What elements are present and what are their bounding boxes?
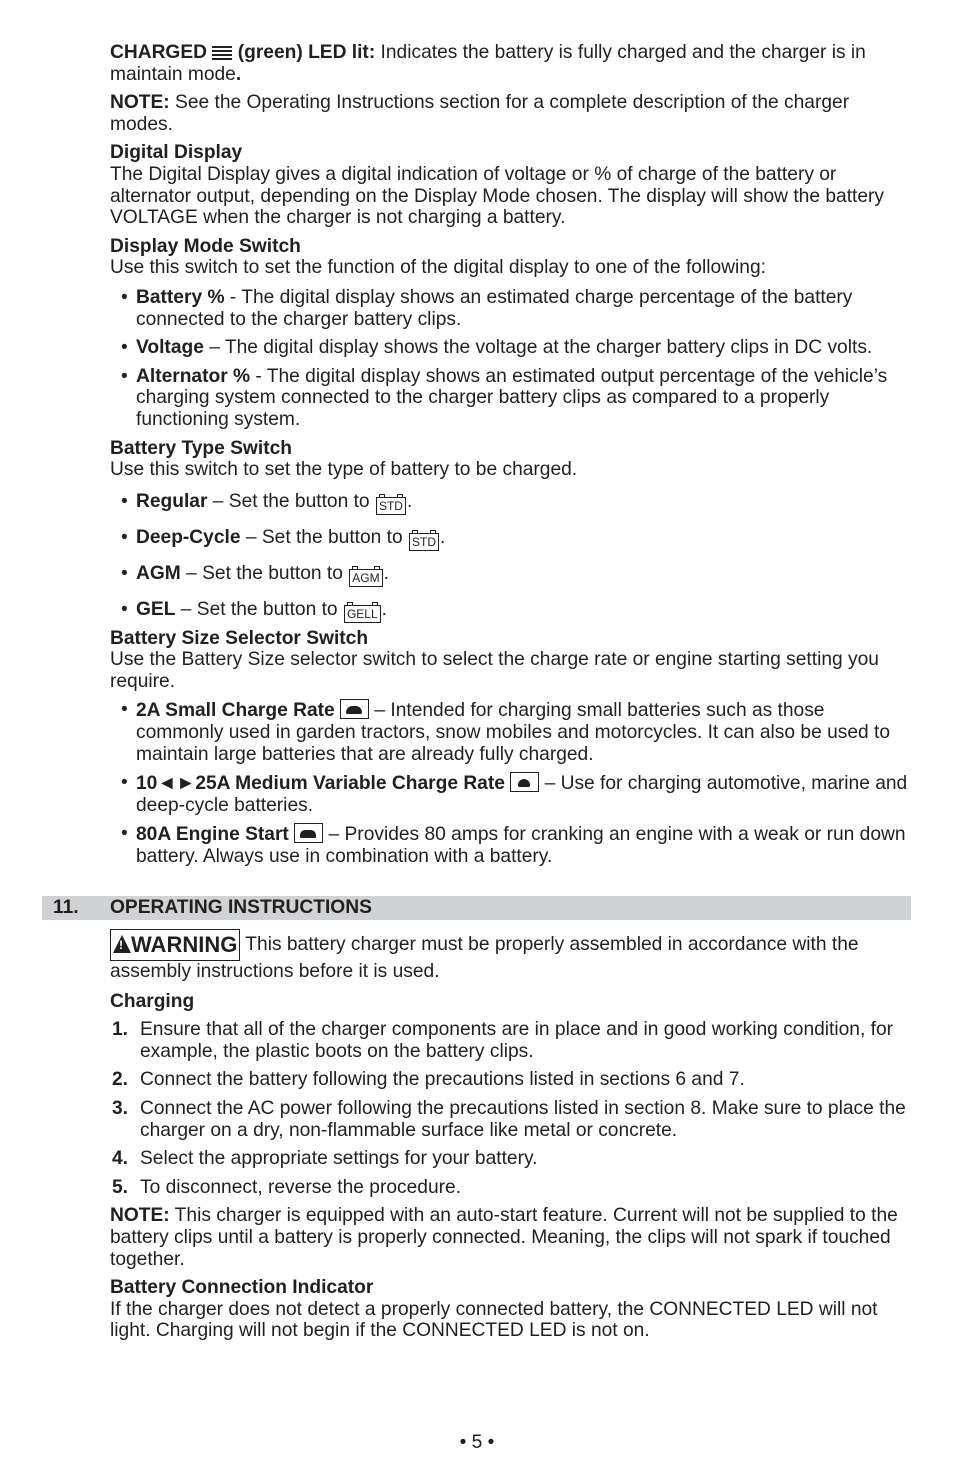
- battery-type-item: • Regular – Set the button to STD .: [121, 490, 413, 513]
- note-paragraph: [110, 92, 910, 135]
- item-label: Battery %: [136, 286, 225, 308]
- item-label: Deep-Cycle: [136, 526, 241, 548]
- warning-box: [110, 929, 240, 961]
- battery-type-item: • AGM – Set the button to AGM .: [121, 562, 389, 585]
- charged-end: .: [235, 63, 242, 85]
- warning-text: This battery charger must be properly assembled in accordance with the assembly instructions before it is used.: [110, 934, 859, 982]
- manual-page: [110, 42, 910, 875]
- item-text: – Set the button to: [175, 598, 343, 620]
- digital-display-heading: Digital Display: [110, 142, 243, 164]
- warning-paragraph: [110, 929, 910, 983]
- battery-size-item: • 80A Engine Start – Provides 80 amps for cranking an engine with a weak or run down battery. Always use in combination with a battery.: [121, 823, 906, 868]
- battery-type-icon: GELL: [344, 605, 381, 623]
- digital-display-text: The Digital Display gives a digital indication of voltage or % of charge of the battery or alternator output, depending on the Display Mode chosen. The display will show the battery VOLTAGE when the charger is not charging a battery.: [110, 163, 885, 229]
- item-label: Regular: [136, 490, 208, 512]
- item-text: - The digital display shows an estimated output percentage of the vehicle’s charging system connected to the charger battery clips as compared to a properly functioning system.: [136, 365, 888, 430]
- step-number: 2.: [112, 1069, 129, 1091]
- step-text: Select the appropriate settings for your battery.: [140, 1148, 538, 1170]
- note-label: NOTE:: [110, 92, 170, 114]
- item-end: .: [440, 526, 446, 548]
- charging-step: [110, 1098, 910, 1141]
- section-title: OPERATING INSTRUCTIONS: [110, 897, 372, 918]
- warning-label: WARNING: [131, 932, 238, 957]
- display-mode-item: • Alternator % - The digital display shows an estimated output percentage of the vehicle’s charging system connected to the charger battery clips as compared to a properly functioning system.: [121, 365, 888, 430]
- item-text: – Provides 80 amps for cranking an engine with a weak or run down battery. Always use in combination with a battery.: [136, 824, 906, 868]
- step-text: To disconnect, reverse the procedure.: [140, 1176, 462, 1198]
- step-text: Connect the AC power following the precautions listed in section 8. Make sure to place the charger on a dry, non-flammable surface like metal or concrete.: [140, 1097, 906, 1141]
- section-number: 11.: [53, 897, 79, 918]
- auto-start-note: [110, 1205, 910, 1270]
- battery-size-item: • 2A Small Charge Rate – Intended for charging small batteries such as those commonly used in garden tractors, snow mobiles and motorcycles. It can also be used to maintain large batteries that are already fully charged.: [121, 699, 891, 765]
- battery-type-item: • GEL – Set the button to GELL .: [121, 598, 387, 621]
- turtle-icon: [340, 699, 369, 719]
- battery-type-item: • Deep-Cycle – Set the button to STD .: [121, 526, 446, 549]
- item-label: 10◄►25A Medium Variable Charge Rate: [136, 773, 505, 795]
- note-text: This charger is equipped with an auto-start feature. Current will not be supplied to the battery clips until a battery is properly connected. Meaning, the clips will not spark if touched together.: [110, 1205, 898, 1270]
- battery-size-item: • 10◄►25A Medium Variable Charge Rate – Use for charging automotive, marine and deep-cycle batteries.: [121, 772, 908, 816]
- battery-type-icon: STD: [409, 533, 439, 551]
- item-label: 80A Engine Start: [136, 824, 289, 846]
- display-mode-text: Use this switch to set the function of the digital display to one of the following:: [110, 257, 766, 279]
- note-label: NOTE:: [110, 1205, 170, 1227]
- warning-icon: [113, 935, 131, 953]
- charged-label-suffix: (green) LED lit:: [237, 42, 376, 63]
- item-label: 2A Small Charge Rate: [136, 700, 335, 722]
- charging-step: [110, 1019, 910, 1062]
- item-text: – Set the button to: [207, 490, 375, 512]
- connection-indicator-heading: Battery Connection Indicator: [110, 1277, 374, 1299]
- charged-led-paragraph: [110, 42, 910, 85]
- connection-indicator-text: If the charger does not detect a properly connected battery, the CONNECTED LED will not light. Charging will not begin if the CONNECTED LED is not on.: [110, 1298, 878, 1342]
- item-text: – Use for charging automotive, marine and deep-cycle batteries.: [136, 773, 908, 816]
- step-number: 5.: [112, 1176, 129, 1198]
- item-end: .: [383, 562, 389, 584]
- step-number: 1.: [112, 1019, 129, 1041]
- note-text: See the Operating Instructions section for a complete description of the charger modes.: [110, 92, 850, 135]
- battery-type-icon: STD: [376, 497, 406, 515]
- charged-led-icon: [212, 46, 232, 60]
- step-number: 3.: [112, 1097, 129, 1119]
- charging-step: [110, 1069, 910, 1091]
- battery-type-heading: Battery Type Switch: [110, 437, 292, 459]
- item-label: AGM: [136, 562, 181, 584]
- charging-heading: Charging: [110, 990, 195, 1012]
- battery-size-text: Use the Battery Size selector switch to select the charge rate or engine starting setting you require.: [110, 649, 879, 692]
- charging-step: [110, 1148, 910, 1170]
- item-text: – The digital display shows the voltage at the charger battery clips in DC volts.: [203, 337, 873, 359]
- battery-size-heading: Battery Size Selector Switch: [110, 627, 369, 649]
- step-text: Connect the battery following the precautions listed in sections 6 and 7.: [140, 1069, 745, 1091]
- rabbit-icon: [510, 772, 539, 792]
- item-label: Voltage: [136, 337, 204, 359]
- item-text: – Set the button to: [180, 562, 349, 584]
- item-text: – Intended for charging small batteries such as those commonly used in garden tractors, snow mobiles and motorcycles. It can also be used to maintain large batteries that are already fully charged.: [136, 700, 891, 765]
- step-number: 4.: [112, 1148, 129, 1170]
- section-header: [42, 896, 911, 920]
- battery-type-text: Use this switch to set the type of battery to be charged.: [110, 459, 578, 481]
- battery-type-icon: AGM: [349, 569, 382, 587]
- page-number: • 5 •: [459, 1432, 495, 1453]
- item-text: – Set the button to: [240, 526, 408, 548]
- charged-text: Indicates the battery is fully charged and the charger is in maintain mode: [110, 42, 866, 85]
- item-label: GEL: [136, 598, 176, 620]
- charged-label: CHARGED: [110, 42, 208, 63]
- operating-instructions: [110, 929, 910, 1349]
- display-mode-item: • Voltage – The digital display shows the voltage at the charger battery clips in DC volts.: [121, 337, 873, 359]
- display-mode-item: • Battery % - The digital display shows an estimated charge percentage of the battery connected to the charger battery clips.: [121, 286, 853, 330]
- display-mode-heading: Display Mode Switch: [110, 235, 301, 257]
- car-icon: [294, 823, 323, 843]
- item-label: Alternator %: [136, 365, 251, 387]
- item-end: .: [381, 598, 387, 620]
- item-end: .: [406, 490, 413, 512]
- charging-step: [110, 1177, 910, 1199]
- item-text: - The digital display shows an estimated charge percentage of the battery connected to the charger battery clips.: [136, 286, 853, 330]
- step-text: Ensure that all of the charger components are in place and in good working condition, for example, the plastic boots on the battery clips.: [140, 1019, 894, 1062]
